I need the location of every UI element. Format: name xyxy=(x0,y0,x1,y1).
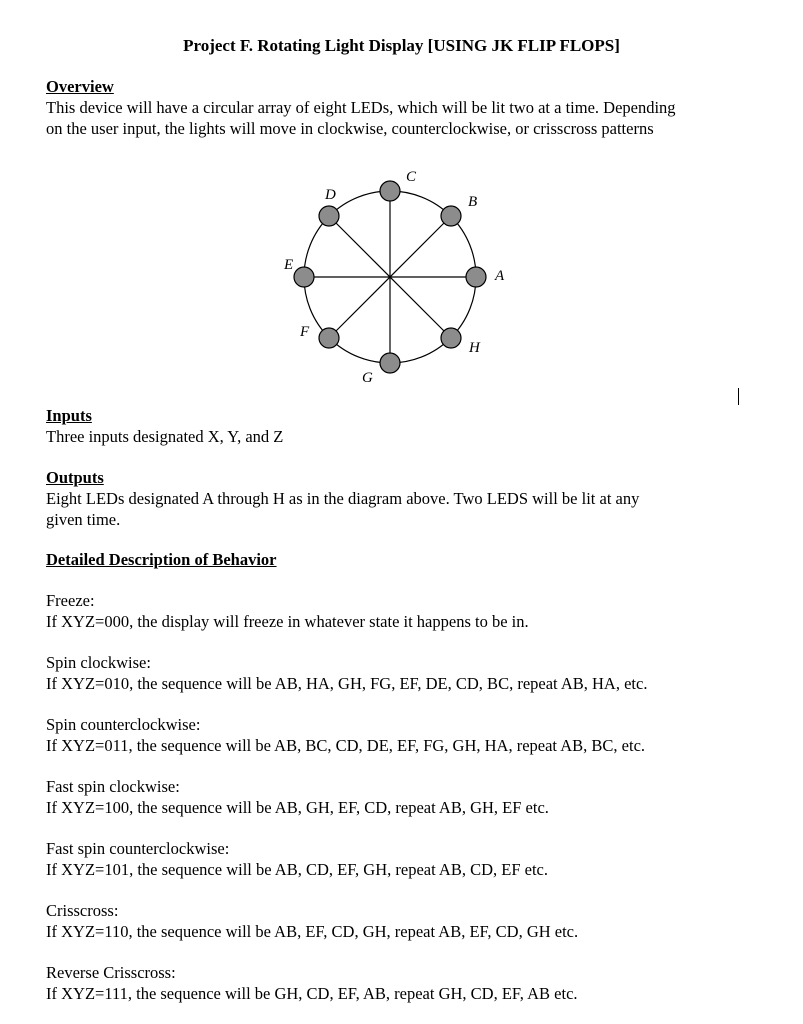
led-g xyxy=(380,353,400,373)
mode-spin-clockwise xyxy=(46,652,766,694)
outputs-section xyxy=(46,467,766,530)
mode-name: Fast spin clockwise: xyxy=(46,777,180,796)
led-c xyxy=(380,181,400,201)
mode-name: Crisscross: xyxy=(46,901,119,920)
label-d: D xyxy=(325,187,336,203)
behavior-heading-block xyxy=(46,549,766,570)
outputs-heading: Outputs xyxy=(46,468,104,487)
mode-description: If XYZ=000, the display will freeze in whatever state it happens to be in. xyxy=(46,612,529,631)
mode-name: Spin clockwise: xyxy=(46,653,151,672)
label-a: A xyxy=(495,268,505,284)
label-g: G xyxy=(362,370,373,386)
mode-freeze xyxy=(46,590,766,632)
inputs-section xyxy=(46,405,766,447)
led-a xyxy=(466,267,486,287)
overview-line-1: This device will have a circular array of eight LEDs, which will be lit two at a time. Depending xyxy=(46,98,676,117)
overview-heading: Overview xyxy=(46,77,114,96)
mode-name: Spin counterclockwise: xyxy=(46,715,201,734)
mode-name: Fast spin counterclockwise: xyxy=(46,839,230,858)
inputs-text: Three inputs designated X, Y, and Z xyxy=(46,427,284,446)
led-f xyxy=(319,328,339,348)
label-b: B xyxy=(468,194,478,210)
label-e: E xyxy=(284,257,294,273)
mode-fast-spin-counterclockwise xyxy=(46,838,766,880)
mode-description: If XYZ=010, the sequence will be AB, HA, GH, FG, EF, DE, CD, BC, repeat AB, HA, etc. xyxy=(46,674,648,693)
mode-spin-counterclockwise xyxy=(46,714,766,756)
led-h xyxy=(441,328,461,348)
mode-name: Freeze: xyxy=(46,591,95,610)
behavior-heading: Detailed Description of Behavior xyxy=(46,550,277,569)
mode-description: If XYZ=011, the sequence will be AB, BC, CD, DE, EF, FG, GH, HA, repeat AB, BC, etc. xyxy=(46,736,646,755)
label-h: H xyxy=(469,340,480,356)
led-e xyxy=(294,267,314,287)
overview-section xyxy=(46,76,766,139)
text-cursor xyxy=(738,388,739,405)
outputs-line-2: given time. xyxy=(46,510,121,529)
mode-fast-spin-clockwise xyxy=(46,776,766,818)
page-title: Project F. Rotating Light Display [USING JK FLIP FLOPS] xyxy=(183,36,620,55)
label-c: C xyxy=(406,169,417,185)
mode-reverse-crisscross xyxy=(46,962,766,1004)
mode-crisscross xyxy=(46,900,766,942)
led-d xyxy=(319,206,339,226)
mode-description: If XYZ=111, the sequence will be GH, CD, EF, AB, repeat GH, CD, EF, AB etc. xyxy=(46,984,578,1003)
mode-description: If XYZ=110, the sequence will be AB, EF, CD, GH, repeat AB, EF, CD, GH etc. xyxy=(46,922,579,941)
mode-description: If XYZ=101, the sequence will be AB, CD, EF, GH, repeat AB, CD, EF etc. xyxy=(46,860,548,879)
led-ring-diagram xyxy=(270,160,530,395)
mode-name: Reverse Crisscross: xyxy=(46,963,176,982)
led-b xyxy=(441,206,461,226)
overview-line-2: on the user input, the lights will move in clockwise, counterclockwise, or crisscross patterns xyxy=(46,119,654,138)
label-f: F xyxy=(300,324,310,340)
outputs-line-1: Eight LEDs designated A through H as in the diagram above. Two LEDS will be lit at any xyxy=(46,489,640,508)
inputs-heading: Inputs xyxy=(46,406,92,425)
mode-description: If XYZ=100, the sequence will be AB, GH, EF, CD, repeat AB, GH, EF etc. xyxy=(46,798,549,817)
